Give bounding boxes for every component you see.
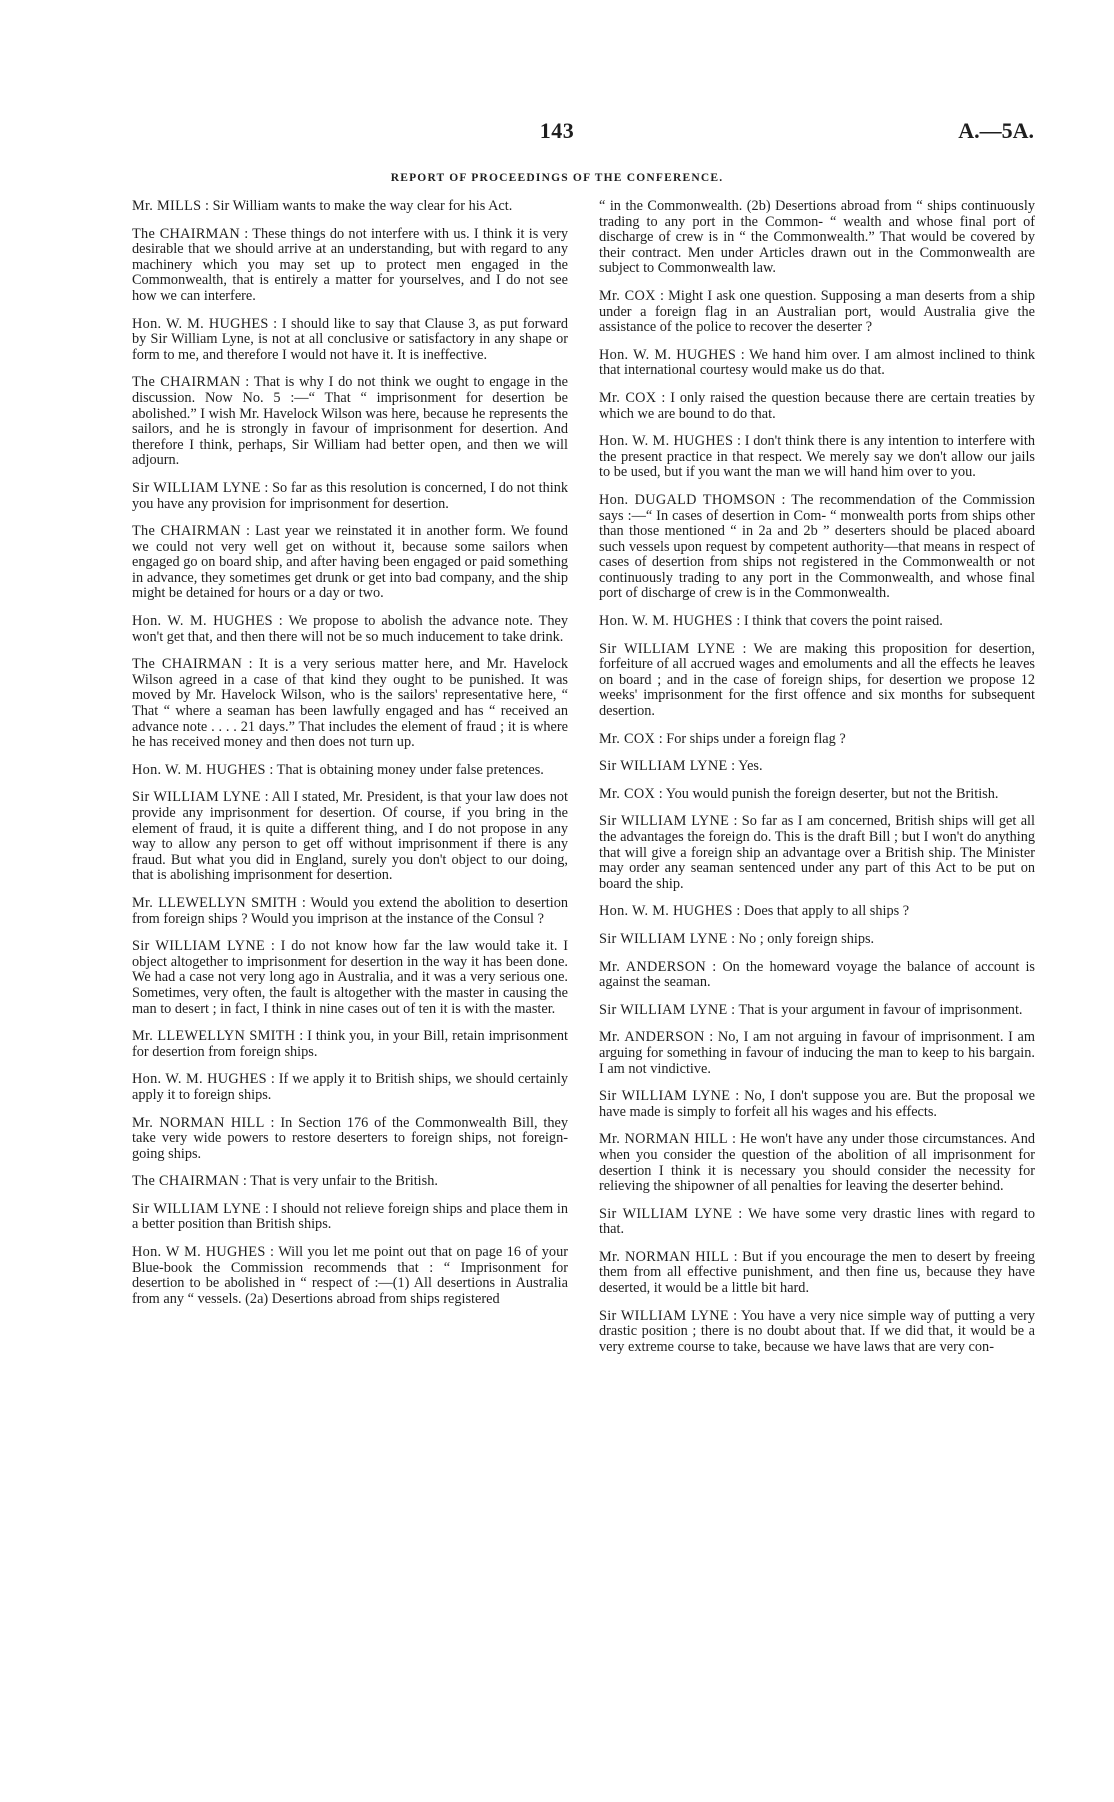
- speech-paragraph: Mr. COX : I only raised the question because there are certain treaties by which we are bound to do that.: [599, 389, 1035, 422]
- left-column: [132, 199, 568, 1319]
- speaker-name: Mr. COX: [599, 730, 656, 747]
- speaker-name: Hon. W. M. HUGHES: [599, 903, 733, 920]
- speaker-name: Mr. COX: [599, 287, 656, 304]
- speech-paragraph: Hon. W. M. HUGHES : We hand him over. I am almost inclined to think that international courtesy would make us do that.: [599, 346, 1035, 379]
- speaker-name: Hon. W. M. HUGHES: [132, 1071, 267, 1088]
- speech-text: I only raised the question because there are certain treaties by which we are bound to do that.: [599, 389, 1035, 422]
- speaker-name: Sir WILLIAM LYNE: [599, 1001, 728, 1018]
- speaker-name: Sir WILLIAM LYNE: [132, 789, 261, 806]
- speaker-name: Mr. ANDERSON: [599, 1029, 705, 1046]
- speaker-name: Sir WILLIAM LYNE: [132, 1200, 262, 1217]
- speech-paragraph: Mr. MILLS : Sir William wants to make the way clear for his Act.: [132, 198, 513, 214]
- speech-text: He won't have any under those circumstances. And when you consider the question of the abolition of all imprisonment for desertion I think it is necessary you should consider the necessity for relieving the shipowner of all penalties for leaving the deserter behind.: [599, 1131, 1035, 1195]
- speaker-name: The CHAIRMAN: [132, 1173, 240, 1190]
- speech-text: No ; only foreign ships.: [738, 930, 875, 947]
- speaker-name: Sir WILLIAM LYNE: [132, 479, 261, 496]
- speech-paragraph: Hon. W. M. HUGHES : I should like to say that Clause 3, as put forward by Sir William Lyne, is not at all conclusive or satisfactory in any shape or form to me, and therefore I would not have it. It is ineffective.: [132, 315, 568, 363]
- document-reference: A.—5A.: [958, 118, 1034, 143]
- speech-paragraph: Sir WILLIAM LYNE : All I stated, Mr. President, is that your law does not provide any imprisonment for desertion. Of course, if you bring in the element of fraud, it is quite a different thing, and I do not propose in any way to allow any person to get off without imprisonment if there is any fraud. But what you did in England, surely you don't object to our doing, that is abolishing imprisonment for desertion.: [132, 789, 568, 884]
- speaker-name: Hon. DUGALD THOMSON: [599, 491, 776, 508]
- page-number: 143: [539, 118, 575, 143]
- speech-paragraph: Hon. DUGALD THOMSON : The recommendation of the Commission says :—“ In cases of desertion in Com- “ monwealth ports from ships other than those mentioned “ in 2a and 2b ” deserters should be placed aboard such vessels upon request by competent authority—that means in respect of cases of desertion from ships not registered in the Commonwealth or not continuously trading to any port in the Commonwealth, and whose final port of discharge of crew is in the Commonwealth.: [599, 491, 1035, 602]
- speech-paragraph: The CHAIRMAN : That is very unfair to the British.: [132, 1173, 438, 1190]
- speech-text: We propose to abolish the advance note. They won't get that, and then there will not be so much inducement to take drink.: [132, 613, 568, 645]
- speech-paragraph: Mr. COX : Might I ask one question. Supposing a man deserts from a ship under a foreign flag in an Australian port, would Australia give the assistance of the police to recover the deserter ?: [599, 287, 1035, 336]
- speech-text: Would you extend the abolition to desertion from foreign ships ? Would you imprison at the instance of the Consul ?: [132, 894, 568, 927]
- speaker-name: Mr. LLEWELLYN SMITH: [132, 1028, 296, 1045]
- speech-paragraph: Sir WILLIAM LYNE : I should not relieve foreign ships and place them in a better position than British ships.: [132, 1200, 569, 1233]
- speech-text: I should like to say that Clause 3, as put forward by Sir William Lyne, is not at all conclusive or satisfactory in any shape or form to me, and therefore I would not have it. It is ineffective.: [132, 315, 568, 363]
- speech-text: “ in the Commonwealth. (2b) Desertions abroad from “ ships continuously trading to any port in the Common- “ wealth and whose final port of discharge of crew is in “ the Commonwealth.” That would be covered by their contract. Men under Articles drawn out in the Commonwealth are subject to Commonwealth law.: [599, 198, 1035, 277]
- speech-paragraph: Hon. W. M. HUGHES : Does that apply to all ships ?: [599, 903, 910, 920]
- speech-paragraph: Hon. W M. HUGHES : Will you let me point out that on page 16 of your Blue-book the Commission recommends that : “ Imprisonment for desertion to be abolished in “ respect of :—(1) All desertions in Australia from any “ vessels. (2a) Desertions abroad from ships registered: [132, 1244, 568, 1307]
- speech-paragraph: Sir WILLIAM LYNE : So far as I am concerned, British ships will get all the advantages the foreign do. This is the draft Bill ; but I won't do anything that will give a foreign ship an advantage over a British ship. The Minister may order any seaman sentenced under any part of this Act to be put on board the ship.: [599, 813, 1035, 892]
- speech-text: If we apply it to British ships, we should certainly apply it to foreign ships.: [132, 1071, 569, 1103]
- speech-text: Will you let me point out that on page 16 of your Blue-book the Commission recommends that : “ Imprisonment for desertion to be abolished in “ respect of :—(1) All desertions in Australia from any “ vessels. (2a) Desertions abroad from ships registered: [132, 1244, 568, 1307]
- speech-text: That is your argument in favour of imprisonment.: [738, 1001, 1023, 1018]
- speech-paragraph: Sir WILLIAM LYNE : That is your argument in favour of imprisonment.: [599, 1001, 1023, 1018]
- speech-paragraph: Sir WILLIAM LYNE : We have some very drastic lines with regard to that.: [599, 1205, 1035, 1238]
- speaker-name: Mr. NORMAN HILL: [132, 1114, 265, 1131]
- speaker-name: Mr. COX: [599, 389, 657, 406]
- speaker-name: The CHAIRMAN: [132, 225, 240, 242]
- speech-paragraph: Sir WILLIAM LYNE : No ; only foreign ships.: [599, 930, 875, 947]
- speech-text: These things do not interfere with us. I think it is very desirable that we should arrive at an understanding, but with regard to any machinery which you may set up to protect men engaged in the Commonwealth, that is entirely a matter for yourselves, and I do not see how we can interfere.: [132, 225, 569, 304]
- speaker-name: The CHAIRMAN: [132, 374, 241, 391]
- speech-paragraph: Hon. W. M. HUGHES : We propose to abolish the advance note. They won't get that, and then there will not be so much inducement to take drink.: [132, 613, 568, 645]
- speech-paragraph: Sir WILLIAM LYNE : You have a very nice simple way of putting a very drastic position ; there is no doubt about that. If we did that, it would be a very extreme course to take, because we have laws that are very con-: [599, 1307, 1036, 1355]
- speaker-name: Mr. LLEWELLYN SMITH: [132, 894, 298, 911]
- speech-text: I do not know how far the law would take it. I object altogether to imprisonment for desertion in the way it has been done. We had a case not very long ago in Australia, and it was a very serious one. Sometimes, very often, the fault is altogether with the master in causing the man to desert ; in fact, I think in nine cases out of ten it is with the master.: [132, 938, 569, 1017]
- speech-paragraph: Hon. W. M. HUGHES : That is obtaining money under false pretences.: [132, 761, 544, 778]
- speaker-name: Sir WILLIAM LYNE: [599, 1205, 733, 1222]
- speaker-name: Hon. W M. HUGHES: [132, 1244, 266, 1261]
- speech-text: No, I don't suppose you are. But the proposal we have made is simply to forfeit all his wages and his effects.: [599, 1088, 1035, 1120]
- speech-paragraph: Hon. W. M. HUGHES : I think that covers the point raised.: [599, 613, 943, 630]
- speech-paragraph: Mr. ANDERSON : On the homeward voyage the balance of account is against the seaman.: [599, 958, 1035, 991]
- right-column: [599, 199, 1035, 1367]
- speech-text: You have a very nice simple way of putting a very drastic position ; there is no doubt about that. If we did that, it would be a very extreme course to take, because we have laws that are very con-: [599, 1307, 1036, 1355]
- speech-paragraph: Sir WILLIAM LYNE : I do not know how far the law would take it. I object altogether to imprisonment for desertion in the way it has been done. We had a case not very long ago in Australia, and it was a very serious one. Sometimes, very often, the fault is altogether with the master in causing the man to desert ; in fact, I think in nine cases out of ten it is with the master.: [132, 938, 569, 1017]
- speech-text: Sir William wants to make the way clear for his Act.: [212, 198, 513, 214]
- speaker-name: Hon. W. M. HUGHES: [599, 613, 733, 630]
- speech-text: I should not relieve foreign ships and place them in a better position than British ships.: [132, 1200, 569, 1233]
- speaker-name: Mr. MILLS: [132, 198, 202, 214]
- speech-paragraph: Sir WILLIAM LYNE : So far as this resolution is concerned, I do not think you have any provision for imprisonment for desertion.: [132, 479, 569, 512]
- speech-text: Last year we reinstated it in another form. We found we could not very well get on without it, because some sailors when engaged go on board ship, and after having been engaged or paid something in advance, they sometimes get drunk or get into bad company, and the ship might be detained for hours or a day or two.: [132, 523, 568, 602]
- speaker-name: Mr. NORMAN HILL: [599, 1248, 730, 1265]
- speaker-name: Sir WILLIAM LYNE: [599, 1307, 729, 1324]
- speaker-name: Sir WILLIAM LYNE: [599, 930, 728, 947]
- speech-text: That is obtaining money under false pretences.: [276, 761, 544, 778]
- speech-paragraph: Mr. NORMAN HILL : But if you encourage the men to desert by freeing them from all effective punishment, and then fine us, because they have deserted, it would be a little bit hard.: [599, 1248, 1035, 1297]
- speech-text: You would punish the foreign deserter, but not the British.: [665, 785, 999, 802]
- speech-paragraph: [599, 199, 1035, 277]
- speech-paragraph: Mr. COX : For ships under a foreign flag ?: [599, 730, 846, 747]
- speaker-name: Sir WILLIAM LYNE: [599, 758, 728, 775]
- speech-paragraph: Sir WILLIAM LYNE : We are making this proposition for desertion, forfeiture of all accrued wages and emoluments and all the effects he leaves on board ; and in the case of foreign ships, for desertion we propose 12 weeks' imprisonment for the first offence and six months for subsequent desertion.: [599, 640, 1035, 720]
- speech-text: Yes.: [738, 758, 763, 775]
- speech-text: We are making this proposition for desertion, forfeiture of all accrued wages and emoluments and all the effects he leaves on board ; and in the case of foreign ships, for desertion we propose 12 weeks' imprisonment for the first offence and six months for subsequent desertion.: [599, 640, 1035, 720]
- speech-text: I don't think there is any intention to interfere with the present practice in that respect. We merely say we don't allow our jails to be used, but if you want the man we will hand him over to you.: [599, 433, 1035, 481]
- section-title: REPORT OF PROCEEDINGS OF THE CONFERENCE.: [390, 172, 724, 184]
- speaker-name: Mr. NORMAN HILL: [599, 1131, 728, 1148]
- speech-text: So far as I am concerned, British ships will get all the advantages the foreign do. This is the draft Bill ; but I won't do anything that will give a foreign ship an advantage over a British ship. The Minister may order any seaman sentenced under any part of this Act to be put on board the ship.: [599, 813, 1035, 892]
- speaker-name: Hon. W. M. HUGHES: [132, 315, 269, 332]
- speaker-name: Mr. COX: [599, 785, 656, 802]
- speech-text: The recommendation of the Commission says :—“ In cases of desertion in Com- “ monwealth ports from ships other than those mentioned “ in 2a and 2b ” deserters should be placed aboard such vessels upon request by competent authority—that means in respect of cases of desertion from ships not registered in the Commonwealth or not continuously trading to any port in the Commonwealth, and whose final port of discharge of crew is in the Commonwealth.: [599, 491, 1035, 602]
- speaker-name: Hon. W. M. HUGHES: [599, 433, 734, 450]
- speech-paragraph: Mr. NORMAN HILL : He won't have any under those circumstances. And when you consider the question of the abolition of all imprisonment for desertion I think it is necessary you should consider the necessity for relieving the shipowner of all penalties for leaving the deserter behind.: [599, 1131, 1035, 1195]
- speech-paragraph: The CHAIRMAN : Last year we reinstated it in another form. We found we could not very well get on without it, because some sailors when engaged go on board ship, and after having been engaged or paid something in advance, they sometimes get drunk or get into bad company, and the ship might be detained for hours or a day or two.: [132, 523, 568, 602]
- speaker-name: Hon. W. M. HUGHES: [132, 761, 266, 778]
- speaker-name: The CHAIRMAN: [132, 523, 241, 540]
- speech-text: No, I am not arguing in favour of imprisonment. I am arguing for something in favour of inducing the man to keep to his bargain. I am not vindictive.: [599, 1029, 1035, 1077]
- speech-text: We hand him over. I am almost inclined to think that international courtesy would make us do that.: [599, 346, 1035, 379]
- speaker-name: Sir WILLIAM LYNE: [599, 1088, 731, 1105]
- speech-paragraph: Mr. LLEWELLYN SMITH : Would you extend the abolition to desertion from foreign ships ? Would you imprison at the instance of the Consul ?: [132, 894, 568, 927]
- speech-paragraph: The CHAIRMAN : These things do not interfere with us. I think it is very desirable that we should arrive at an understanding, but with regard to any machinery which you may set up to protect men engaged in the Commonwealth, that is entirely a matter for yourselves, and I do not see how we can interfere.: [132, 225, 569, 304]
- speech-text: It is a very serious matter here, and Mr. Havelock Wilson agreed in a case of that kind they ought to be punished. It was moved by Mr. Havelock Wilson, who is the sailors' representative here, “ That “ where a seaman has been lawfully engaged and has “ received an advance note . . . . 21 days.” That includes the element of fraud ; it is where he has received money and then does not turn up.: [132, 656, 569, 751]
- speech-text: All I stated, Mr. President, is that your law does not provide any imprisonment for desertion. Of course, if you bring in the element of fraud, it is quite a different thing, and I do not propose in any way to allow any person to get off without imprisonment if there is any fraud. But what you did in England, surely you don't object to our doing, that is abolishing imprisonment for desertion.: [132, 789, 568, 884]
- speech-text: Might I ask one question. Supposing a man deserts from a ship under a foreign flag in an Australian port, would Australia give the assistance of the police to recover the deserter ?: [599, 287, 1035, 336]
- speaker-name: The CHAIRMAN: [132, 656, 243, 673]
- speech-paragraph: Mr. COX : You would punish the foreign deserter, but not the British.: [599, 785, 999, 802]
- speech-paragraph: Sir WILLIAM LYNE : No, I don't suppose you are. But the proposal we have made is simply to forfeit all his wages and his effects.: [599, 1088, 1035, 1120]
- speech-paragraph: Sir WILLIAM LYNE : Yes.: [599, 758, 763, 775]
- speech-text: On the homeward voyage the balance of account is against the seaman.: [599, 958, 1035, 991]
- speech-text: We have some very drastic lines with regard to that.: [599, 1205, 1035, 1238]
- speaker-name: Hon. W. M. HUGHES: [599, 346, 737, 363]
- speech-text: That is why I do not think we ought to engage in the discussion. Now No. 5 :—“ That “ imprisonment for desertion be abolished.” I wish Mr. Havelock Wilson was here, because he represents the sailors, and he is strongly in favour of imprisonment for desertion. And therefore I think, perhaps, Sir William had better open, and then we will adjourn.: [132, 374, 568, 469]
- speech-text: But if you encourage the men to desert by freeing them from all effective punishment, and then fine us, because they have deserted, it would be a little bit hard.: [599, 1248, 1035, 1297]
- speech-text: Does that apply to all ships ?: [743, 903, 910, 920]
- speech-text: That is very unfair to the British.: [250, 1173, 438, 1190]
- speech-paragraph: Mr. ANDERSON : No, I am not arguing in favour of imprisonment. I am arguing for something in favour of inducing the man to keep to his bargain. I am not vindictive.: [599, 1029, 1035, 1077]
- speech-paragraph: Mr. NORMAN HILL : In Section 176 of the Commonwealth Bill, they take very wide powers to restore deserters to foreign ships, not foreign-going ships.: [132, 1114, 569, 1162]
- speech-paragraph: Hon. W. M. HUGHES : If we apply it to British ships, we should certainly apply it to foreign ships.: [132, 1071, 569, 1103]
- speech-text: I think you, in your Bill, retain imprisonment for desertion from foreign ships.: [132, 1028, 569, 1060]
- speech-text: In Section 176 of the Commonwealth Bill, they take very wide powers to restore deserters to foreign ships, not foreign-going ships.: [132, 1114, 569, 1162]
- speech-paragraph: Mr. LLEWELLYN SMITH : I think you, in your Bill, retain imprisonment for desertion from foreign ships.: [132, 1028, 569, 1060]
- speaker-name: Sir WILLIAM LYNE: [599, 640, 736, 657]
- speech-text: I think that covers the point raised.: [743, 613, 943, 630]
- speaker-name: Sir WILLIAM LYNE: [599, 813, 730, 830]
- speaker-name: Sir WILLIAM LYNE: [132, 938, 266, 955]
- speaker-name: Mr. ANDERSON: [599, 958, 707, 975]
- speech-paragraph: The CHAIRMAN : That is why I do not think we ought to engage in the discussion. Now No. 5 :—“ That “ imprisonment for desertion be abolished.” I wish Mr. Havelock Wilson was here, because he represents the sailors, and he is strongly in favour of imprisonment for desertion. And therefore I think, perhaps, Sir William had better open, and then we will adjourn.: [132, 374, 568, 469]
- speech-text: For ships under a foreign flag ?: [666, 730, 846, 747]
- speech-text: So far as this resolution is concerned, I do not think you have any provision for imprisonment for desertion.: [132, 479, 569, 512]
- speech-paragraph: Hon. W. M. HUGHES : I don't think there is any intention to interfere with the present practice in that respect. We merely say we don't allow our jails to be used, but if you want the man we will hand him over to you.: [599, 433, 1035, 481]
- speech-paragraph: The CHAIRMAN : It is a very serious matter here, and Mr. Havelock Wilson agreed in a case of that kind they ought to be punished. It was moved by Mr. Havelock Wilson, who is the sailors' representative here, “ That “ where a seaman has been lawfully engaged and has “ received an advance note . . . . 21 days.” That includes the element of fraud ; it is where he has received money and then does not turn up.: [132, 656, 569, 751]
- speaker-name: Hon. W. M. HUGHES: [132, 613, 273, 630]
